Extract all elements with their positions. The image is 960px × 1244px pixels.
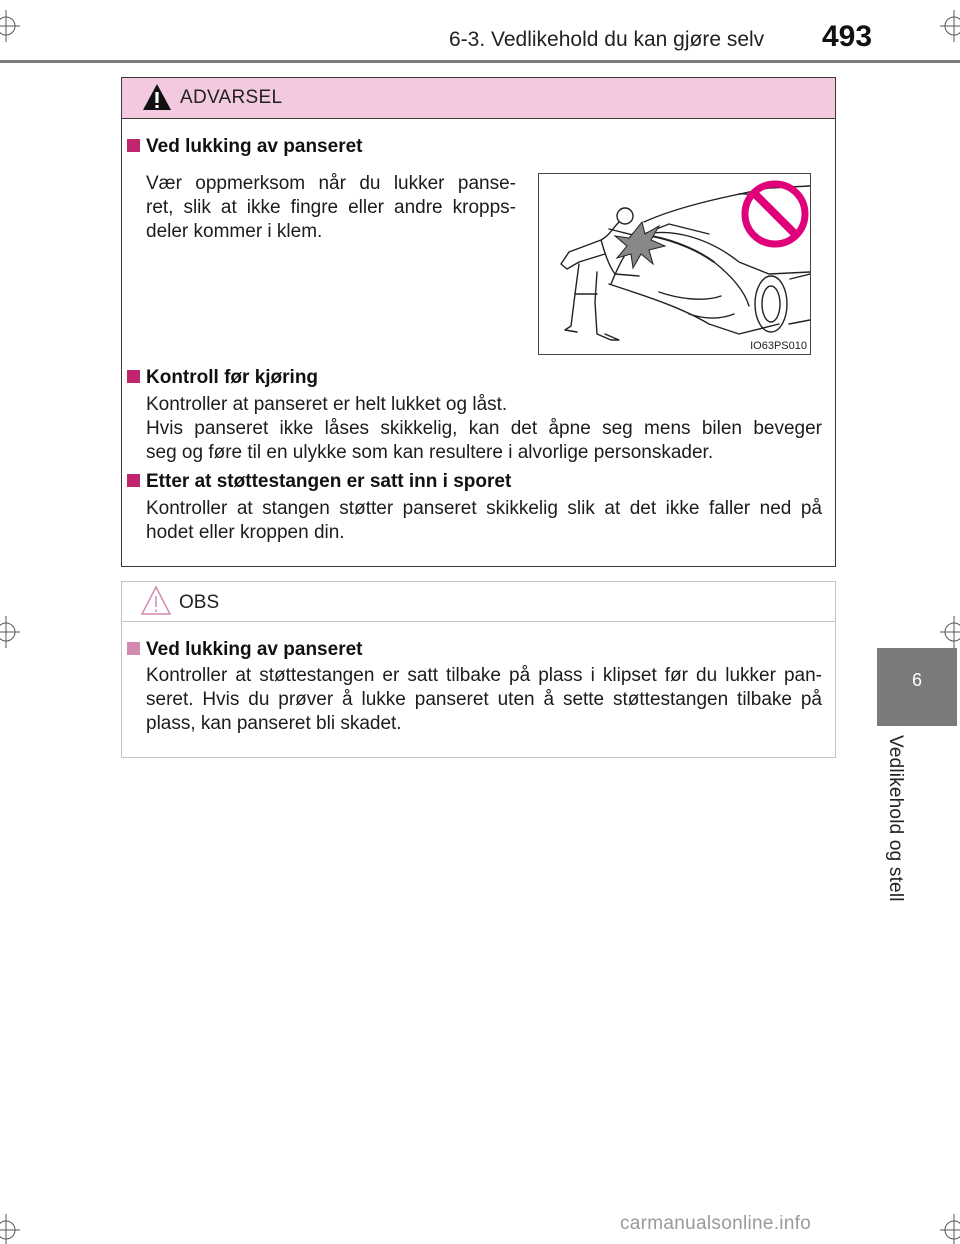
note-paragraph-1: Kontroller at støttestangen er satt tilbake på plass i klipset før du lukker pan- seret. Hvis du prøver å lukke panseret uten å sette støttestangen tilbake på plass, kan panseret bli skadet.: [146, 665, 822, 734]
caution-triangle-icon: [140, 585, 172, 617]
chapter-tab: [877, 648, 957, 726]
warning-header: [122, 78, 835, 119]
warning-heading-3: Etter at støttestangen er satt inn i sporet: [127, 471, 511, 493]
chapter-number: 6: [911, 670, 922, 690]
bullet-square-icon: [127, 474, 140, 487]
person-closing-hood-image: [539, 174, 810, 354]
note-title: OBS: [179, 592, 220, 613]
header-rule: [0, 60, 960, 63]
warning-heading-1: Ved lukking av panseret: [127, 136, 362, 158]
warning-triangle-icon: [142, 83, 172, 111]
bullet-square-icon: [127, 139, 140, 152]
warning-paragraph-1: Vær oppmerksom når du lukker panse- ret, slik at ikke fingre eller andre kropps- deler kommer i klem.: [146, 173, 516, 242]
warning-heading-2: Kontroll før kjøring: [127, 367, 318, 389]
warning-paragraph-3: Kontroller at stangen støtter panseret skikkelig slik at det ikke faller ned på hodet eller kroppen din.: [146, 498, 822, 543]
page-number: 493: [822, 20, 873, 53]
illustration-code: IO63PS010: [750, 340, 807, 352]
section-title: 6-3. Vedlikehold du kan gjøre selv: [449, 28, 765, 51]
closing-hood-illustration: [538, 173, 811, 355]
warning-title: ADVARSEL: [180, 87, 283, 108]
warning-paragraph-2: Kontroller at panseret er helt lukket og låst. Hvis panseret ikke låses skikkelig, kan det åpne seg mens bilen beveger seg og føre til en ulykke som kan resultere i alvorlige personskader.: [146, 394, 822, 463]
bullet-square-icon: [127, 642, 140, 655]
watermark: carmanualsonline.info: [620, 1213, 812, 1234]
bullet-square-icon: [127, 370, 140, 383]
note-heading-1: Ved lukking av panseret: [127, 639, 362, 661]
note-header: [122, 582, 835, 622]
chapter-label: Vedlikehold og stell: [885, 735, 906, 902]
